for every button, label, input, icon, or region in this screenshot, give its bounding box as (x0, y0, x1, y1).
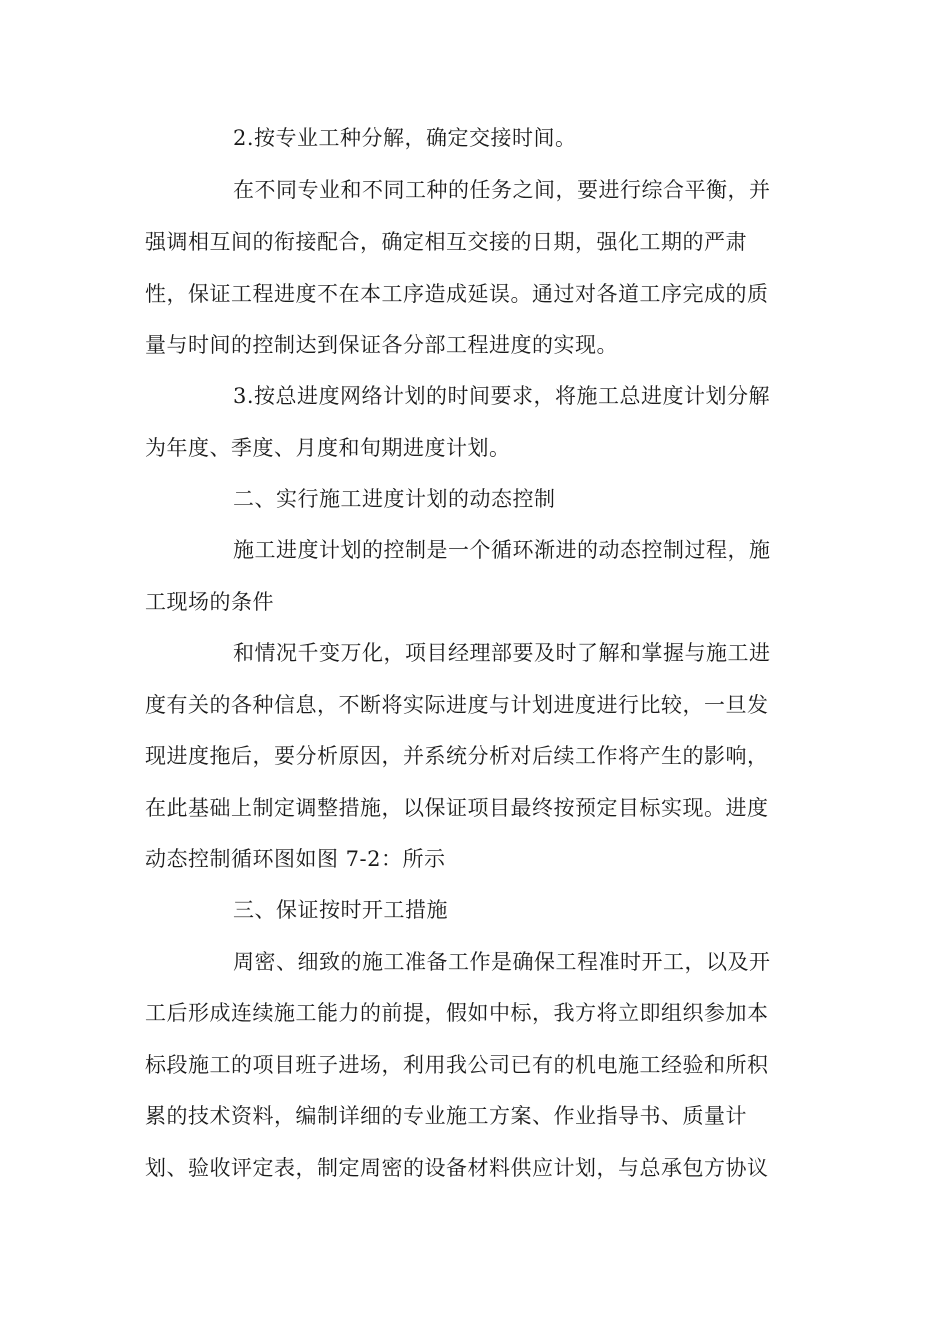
text-line-9: 施工进度计划的控制是一个循环渐进的动态控制过程，施 (233, 538, 771, 562)
section-heading-2: 二、实行施工进度计划的动态控制 (233, 487, 556, 511)
text-line-18: 工后形成连续施工能力的前提，假如中标，我方将立即组织参加本 (145, 1001, 769, 1025)
text-line-10: 工现场的条件 (145, 590, 274, 614)
text-line-15: 动态控制循环图如图 7-2：所示 (145, 847, 446, 871)
text-line-6: 3.按总进度网络计划的时间要求，将施工总进度计划分解 (233, 384, 771, 408)
text-line-14: 在此基础上制定调整措施，以保证项目最终按预定目标实现。进度 (145, 796, 769, 820)
text-line-19: 标段施工的项目班子进场，利用我公司已有的机电施工经验和所积 (145, 1053, 769, 1077)
text-line-12: 度有关的各种信息，不断将实际进度与计划进度进行比较，一旦发 (145, 693, 769, 717)
text-line-4: 性，保证工程进度不在本工序造成延误。通过对各道工序完成的质 (145, 282, 769, 306)
text-line-20: 累的技术资料，编制详细的专业施工方案、作业指导书、质量计 (145, 1104, 747, 1128)
text-line-2: 在不同专业和不同工种的任务之间，要进行综合平衡，并 (233, 178, 771, 202)
section-heading-3: 三、保证按时开工措施 (233, 898, 448, 922)
text-line-11: 和情况千变万化，项目经理部要及时了解和掌握与施工进 (233, 641, 771, 665)
text-line-3: 强调相互间的衔接配合，确定相互交接的日期，强化工期的严肃 (145, 230, 747, 254)
text-line-7: 为年度、季度、月度和旬期进度计划。 (145, 436, 511, 460)
text-line-17: 周密、细致的施工准备工作是确保工程准时开工，以及开 (233, 950, 771, 974)
text-line-13: 现进度拖后，要分析原因，并系统分析对后续工作将产生的影响， (145, 744, 769, 768)
text-line-1: 2.按专业工种分解，确定交接时间。 (233, 126, 577, 150)
text-line-21: 划、验收评定表，制定周密的设备材料供应计划，与总承包方协议 (145, 1156, 769, 1180)
text-line-5: 量与时间的控制达到保证各分部工程进度的实现。 (145, 333, 618, 357)
